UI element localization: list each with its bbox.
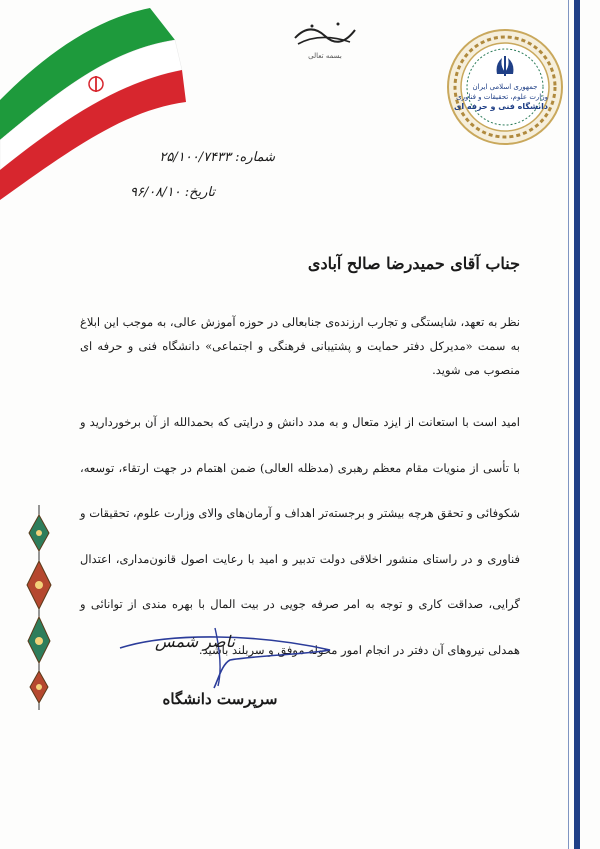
signature-scribble — [110, 620, 340, 690]
number-value: ۲۵/۱۰۰/۷۴۳۳ — [159, 150, 232, 165]
ministry-header — [454, 82, 548, 112]
paragraph-appointment: نظر به تعهد، شایستگی و تجارب ارزنده‌ی جنابعالی در حوزه آموزش عالی، به موجب این ابلاغ به سمت «مدیرکل دفتر حمایت و پشتیبانی فرهنگی و اجتماعی» دانشگاه فنی و حرفه ای منصوب می شوید. — [80, 315, 520, 377]
ministry-line-1: جمهوری اسلامی ایران — [472, 83, 538, 91]
bismillah-calligraphy — [290, 18, 360, 50]
signatory-title: سرپرست دانشگاه — [162, 690, 278, 708]
letter-body — [80, 310, 520, 673]
right-border-thin — [568, 0, 569, 849]
addressee: جناب آقای حمیدرضا صالح آبادی — [307, 254, 520, 273]
number-label: شماره: — [235, 150, 275, 165]
iran-flag-ribbon — [0, 0, 190, 200]
right-border — [574, 0, 580, 849]
ministry-line-2: وزارت علوم، تحقیقات و فناوری — [456, 93, 548, 101]
bismillah-text: بسمه تعالی — [308, 52, 342, 60]
date-value: ۹۶/۰۸/۱۰ — [129, 185, 181, 200]
ministry-line-3: دانشگاه فنی و حرفه ای — [454, 102, 548, 111]
letter-number — [115, 150, 275, 165]
decorative-ornament — [25, 505, 53, 710]
signatory-name: ناصر شمس — [155, 632, 235, 651]
date-label: تاریخ: — [184, 185, 215, 200]
letter-date — [115, 185, 215, 200]
paragraph-wishes: امید است با استعانت از ایزد متعال و به مدد دانش و درایتی که بحمدالله از آن برخوردارید و با تأسی از منویات مقام معظم رهبری (مدظله العالی) ضمن اهتمام در جهت ارتقاء، توسعه، شکوفائی و تحقق هرچه بیشتر و برجسته‌تر اهداف و آرمان‌های والای وزارت علوم، تحقیقات و فناوری و در راستای منشور اخلاقی دولت تدبیر و امید با رعایت اصول قانون‌مداری، اعتدال گرایی، صداقت کاری و توجه به امر صرفه جویی در بیت المال با بهره مندی از توانائی و همدلی نیروهای آن دفتر در انجام امور محوله موفق و سربلند باشید. — [80, 415, 520, 657]
